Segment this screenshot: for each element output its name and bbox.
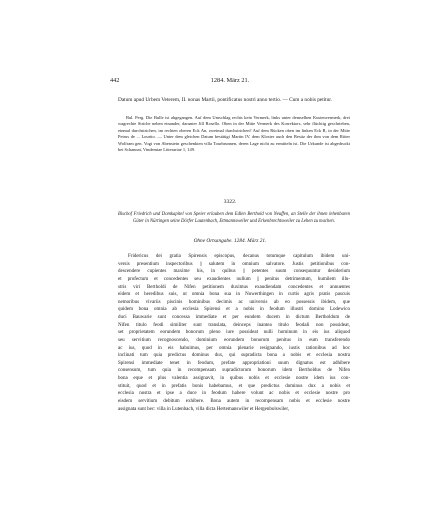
charter-text (118, 253, 350, 413)
body-line: ac ius, quod in eis habuimus, per omnia plenarie resignando, iustis rationibus ad hoc (118, 345, 350, 351)
body-line: eidem et heredibus suis, ut omnia bona sua in Nuwerthingen in curtis agris pratis pascuis (118, 292, 350, 298)
regest-block (118, 212, 350, 226)
datum-line: Datum apud Urbem Veterem, II. nonas Martii, pontificatus nostri anno tertio. — Cum a nobis petitur. (118, 97, 333, 103)
document-number: 3322. (223, 199, 237, 205)
body-line: et profectum et concedentes seu exaudientes nullum || penitus detrimentum, humilem illu- (118, 276, 350, 282)
document-dateline: Ohne Ortsangabe. 1284. März 21. (193, 238, 267, 244)
body-line: set proprietatem eorundem bonorum pleno iure possideat nulli hominum in eis ius aliquod (118, 330, 350, 336)
body-line: Fridericus dei gratia Spirensis episcopus, decanus totumque capitulum ibidem uni- (128, 254, 350, 259)
body-line: descendere cupientes maxime his, in quibus || petentes suum consequuntur desiderium (118, 269, 350, 275)
body-line: ecclesia nostra et ipse a duce in feodum habere volunt ac nobis et ecclesie nostre pro (118, 391, 350, 397)
body-line: stris viri Bertholdi de Nifen petitionem duximus exaudiendam concedentes et annuentes (118, 284, 350, 290)
previous-document-closing (118, 97, 350, 104)
body-line: bona eque et plus valentia assignavit, in quibus nobis et ecclesie nostre idem ius con- (118, 376, 350, 381)
document-body (118, 253, 350, 413)
body-line: nemoribus vivariis piscinis hominibus decimis ac universis ab eo possessis ibidem, que (118, 299, 350, 305)
body-line: assignata sunt hec: villa in Lutenbach, villa dicta Hertemanswiler et Hergenbolswiler, (118, 406, 290, 412)
previous-document-note (118, 115, 350, 153)
body-line: seu servitium recognoscendo, dominium eorundem bonorum penitus in eum transferendo (118, 337, 350, 343)
page-number: 442 (110, 77, 120, 84)
body-line: duci Bauwarie sunt concessa immediate et per eundem ducem in dictum Bertholdum de (118, 315, 350, 320)
regest-summary: Bischof Friedrich und Domkapitel von Speier erlauben dem Edlen Berthold von Neuffen, an Stelle der ihnen lehenbaren Güter in Nürtingen seine Dörfer Lautenbach, Ettmannsweiler und Erkenbrechtsweiler zu Lehen zu machen. (118, 212, 350, 224)
body-line: consensum, tum quia in recompensam supradictorum bonorum idem Bertholdus de Nifen (118, 368, 350, 374)
body-line: versis presentium inspectoribus || salutem in omnium salvatore. Justis petitionibus con- (118, 261, 350, 267)
body-line: quidem bona omnia ab ecclesia Spirensi et a nobis in feodum illustri domino Lodewico (118, 307, 350, 313)
body-line: Spirensi immediate tenet in feodum, prefate appropriationi suum dignatus est adhibere (118, 360, 350, 366)
body-line: stituit, quod et in prefatis bonis habebamus, et que predictus dominus dux a nobis et (118, 383, 350, 389)
archival-note: Bul. Perg. Die Bulle ist abgegangen. Auf dem Umschlag rechts kein Vermerk, links unter demselben Kustenvermerk, drei wagrechte Striche neben einander, darunter Jill Rosello. Oben in der Mitte Vermerk des Korrektors, sehr flüchtig geschrieben, einmal durchstrichen, im rechten oberen Eck An, zweimal durchstrichen? Auf dem Rücken oben im linken Eck R, in der Mitte Petrus de ... Lourtio. — Unter dem gleichen Datum bestätigt Martin IV. dem Kloster auch den Besitz der ihm von dem Ritter Wolfram gen. Vogt von Abenstein geschenkten villa Tourbrunnen, deren Lage nicht zu ermitteln ist. Die Urkunde ist abgedruckt bei Schannat, Vindemiae Litterariae 1, 149. (118, 115, 350, 153)
page-header (110, 77, 350, 87)
body-line: eisdem servitium debitum exhibere. Bona autem in recompensam nobis et ecclesie nostre (118, 398, 350, 404)
body-line: inclinati tum quia predictus dominus dux, qui supradicta bona a nobis et ecclesia nostra (118, 353, 350, 359)
body-line: Nifen titulo feodi similiter sunt translata, deinceps inantea titulo feodali non possideat, (118, 322, 350, 328)
running-title: 1284. März 21. (210, 77, 250, 84)
